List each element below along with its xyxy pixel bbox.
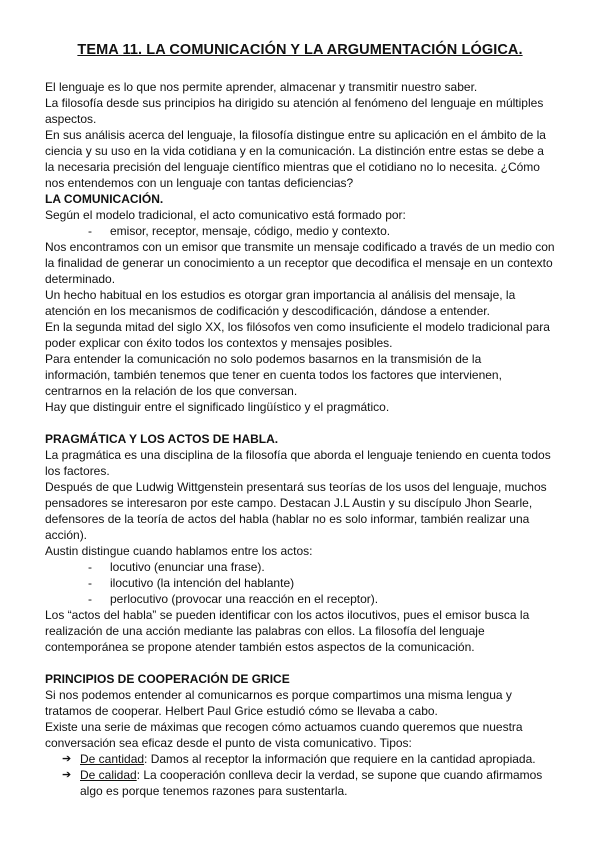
paragraph-line: Para entender la comunicación no solo podemos basarnos en la transmisión de la (45, 352, 482, 366)
paragraph-line: Hay que distinguir entre el significado lingüístico y el pragmático. (45, 400, 390, 414)
paragraph-line: defensores de la teoría de actos del habla (hablar no es solo informar, también realizar una (45, 512, 530, 526)
paragraph-line: La pragmática es una disciplina de la filosofía que aborda el lenguaje teniendo en cuenta todos (45, 448, 551, 462)
paragraph-line: centrarnos en la relación de los que conversan. (45, 384, 298, 398)
maxim-term: De cantidad (80, 752, 145, 766)
intro-line: La filosofía desde sus principios ha dirigido su atención al fenómeno del lenguaje en múltiples (45, 96, 544, 110)
paragraph-line: Existe una serie de máximas que recogen cómo actuamos cuando queremos que nuestra (45, 720, 523, 734)
intro-line: En sus análisis acerca del lenguaje, la filosofía distingue entre su aplicación en el ámbito de la (45, 128, 546, 142)
intro-line: El lenguaje es lo que nos permite aprender, almacenar y transmitir nuestro saber. (45, 80, 478, 94)
dash-bullet: - (88, 224, 92, 238)
list-item-text: emisor, receptor, mensaje, código, medio y contexto. (110, 224, 391, 238)
arrow-icon: ➔ (62, 769, 72, 781)
paragraph-line: determinado. (45, 272, 116, 286)
dash-bullet: - (88, 576, 92, 590)
list-item-text: ilocutivo (la intención del hablante) (110, 576, 295, 590)
paragraph-line: Nos encontramos con un emisor que transmite un mensaje codificado a través de un medio con (45, 240, 555, 254)
section-heading-comunicacion: LA COMUNICACIÓN. (45, 192, 164, 206)
paragraph-line: En la segunda mitad del siglo XX, los filósofos ven como insuficiente el modelo tradicional para (45, 320, 550, 334)
paragraph-line: Austin distingue cuando hablamos entre los actos: (45, 544, 313, 558)
paragraph-line: la finalidad de generar un conocimiento a un receptor que decodifica el mensaje en un contexto (45, 256, 553, 270)
list-item-text: locutivo (enunciar una frase). (110, 560, 265, 574)
paragraph-line: poder explicar con éxito todos los contextos y mensajes posibles. (45, 336, 393, 350)
dash-bullet: - (88, 560, 92, 574)
section-heading-grice: PRINCIPIOS DE COOPERACIÓN DE GRICE (45, 672, 290, 686)
paragraph-line: atención en los mecanismos de codificación y descodificación, dándose a entender. (45, 304, 490, 318)
maxim-text: : Damos al receptor la información que requiere en la cantidad apropiada. (144, 752, 536, 766)
page-title: TEMA 11. LA COMUNICACIÓN Y LA ARGUMENTACIÓN LÓGICA. (77, 42, 523, 58)
maxim-term: De calidad (80, 768, 137, 782)
intro-line: aspectos. (45, 112, 97, 126)
paragraph-line: los factores. (45, 464, 110, 478)
section-heading-pragmatica: PRAGMÁTICA Y LOS ACTOS DE HABLA. (45, 432, 279, 446)
arrow-icon: ➔ (62, 753, 72, 765)
paragraph-line: algo es porque tenemos razones para sustentarla. (80, 784, 348, 798)
intro-line: la necesaria precisión del lenguaje científico mientras que el cotidiano no lo necesita. ¿Cómo (45, 160, 540, 174)
paragraph-line: realización de una acción mediante las palabras con ellos. La filosofía del lenguaje (45, 624, 485, 638)
intro-line: nos entendemos con un lenguaje con tantas deficiencias? (45, 176, 354, 190)
paragraph-line: Los “actos del habla” se pueden identificar con los actos ilocutivos, pues el emisor busca la (45, 608, 530, 622)
paragraph-line: conversación sea eficaz desde el punto de vista comunicativo. Tipos: (45, 736, 412, 750)
dash-bullet: - (88, 592, 92, 606)
paragraph-line: Según el modelo tradicional, el acto comunicativo está formado por: (45, 208, 406, 222)
paragraph-line: contemporánea se propone atender también estos aspectos de la comunicación. (45, 640, 475, 654)
paragraph-line: información, también tenemos que tener en cuenta todos los factores que intervienen, (45, 368, 502, 382)
intro-line: ciencia y su uso en la vida cotidiana y en la comunicación. La distinción entre estas se debe a (45, 144, 544, 158)
paragraph-line: acción). (45, 528, 88, 542)
paragraph-line: tratamos de cooperar. Helbert Paul Grice estudió cómo se llevaba a cabo. (45, 704, 438, 718)
paragraph-line: pensadores se interesaron por este campo. Destacan J.L Austin y su discípulo Jhon Searle, (45, 496, 533, 510)
list-item-text: perlocutivo (provocar una reacción en el receptor). (110, 592, 379, 606)
paragraph-line: Un hecho habitual en los estudios es otorgar gran importancia al análisis del mensaje, la (45, 288, 516, 302)
paragraph-line: Si nos podemos entender al comunicarnos es porque compartimos una misma lengua y (45, 688, 512, 702)
maxim-text: : La cooperación conlleva decir la verdad, se supone que cuando afirmamos (136, 768, 543, 782)
paragraph-line: Después de que Ludwig Wittgenstein presentará sus teorías de los usos del lenguaje, muchos (45, 480, 547, 494)
